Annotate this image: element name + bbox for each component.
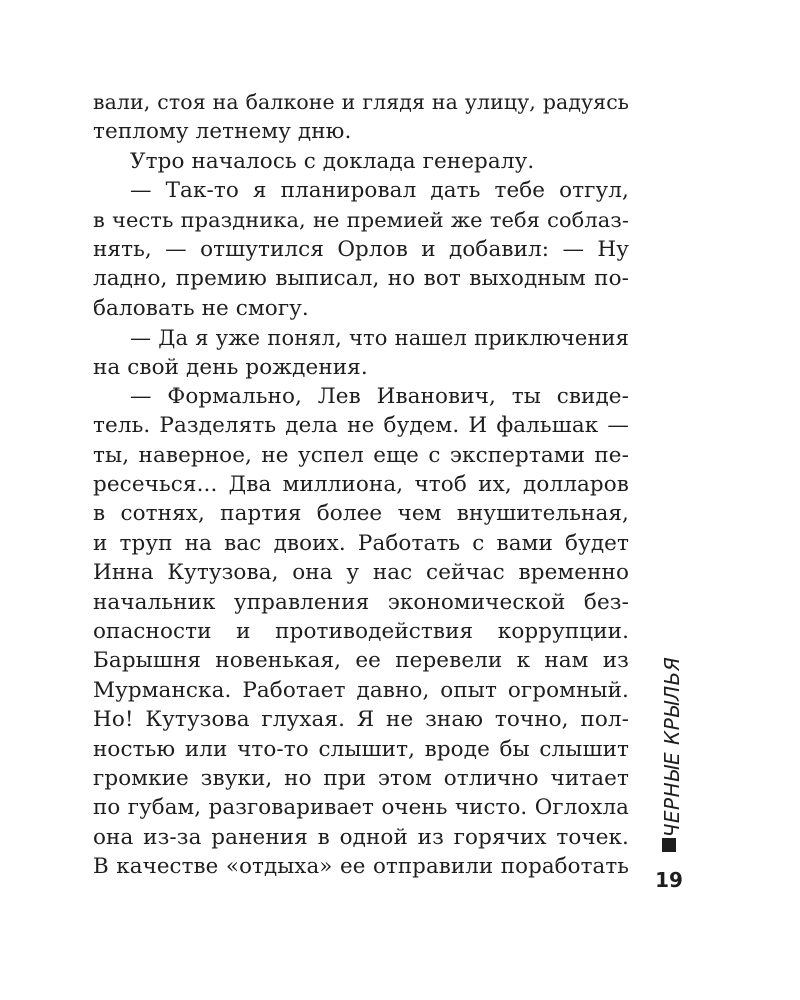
text-line: Инна Кутузова, она у нас сейчас временно — [93, 560, 629, 586]
page-number: 19 — [655, 868, 683, 892]
text-line: она из-за ранения в одной из горячих точек. — [93, 824, 629, 850]
text-line: и труп на вас двоих. Работать с вами будет — [93, 530, 629, 556]
text-line: Но! Кутузова глухая. Я не знаю точно, пол- — [93, 707, 629, 733]
text-line: В качестве «отдыха» ее отправили поработать — [93, 854, 629, 880]
text-line: ностью или что-то слышит, вроде бы слышит — [93, 736, 629, 762]
text-line: в сотнях, партия более чем внушительная, — [93, 501, 629, 527]
text-line: тель. Разделять дела не будем. И фальшак — — [93, 413, 629, 439]
text-line: громкие звуки, но при этом отлично читает — [93, 765, 629, 791]
text-line: опасности и противодействия коррупции. — [93, 619, 629, 645]
text-line: по губам, разговаривает очень чисто. Оглохла — [93, 795, 629, 821]
text-line: начальник управления экономической без- — [93, 589, 629, 615]
text-line: на свой день рождения. — [93, 354, 368, 380]
text-line: — Формально, Лев Иванович, ты свиде- — [130, 383, 629, 409]
text-line: вали, стоя на балконе и глядя на улицу, радуясь — [93, 90, 629, 114]
running-head-title: ЧЕРНЫЕ КРЫЛЬЯ — [660, 656, 684, 838]
text-line: — Так-то я планировал дать тебе отгул, — [130, 178, 629, 204]
text-line: Мурманска. Работает давно, опыт огромный. — [93, 677, 629, 703]
text-line: ты, наверное, не успел еще с экспертами пе- — [93, 442, 629, 468]
text-line: — Да я уже понял, что нашел приключения — [130, 325, 629, 351]
square-marker-icon — [662, 838, 676, 852]
text-line: Утро началось с доклада генералу. — [130, 148, 535, 174]
body-text — [93, 88, 629, 882]
text-line: баловать не смогу. — [93, 295, 309, 321]
text-line: нять, — отшутился Орлов и добавил: — Ну — [93, 236, 629, 262]
text-line: ресечься... Два миллиона, чтоб их, долларов — [93, 472, 629, 498]
text-line: Барышня новенькая, ее перевели к нам из — [93, 648, 629, 674]
text-line: ладно, премию выписал, но вот выходным по- — [93, 266, 629, 292]
text-line: в честь праздника, не премией же тебя соблаз- — [93, 207, 629, 232]
text-line: теплому летнему дню. — [93, 119, 352, 145]
running-head — [652, 656, 692, 838]
